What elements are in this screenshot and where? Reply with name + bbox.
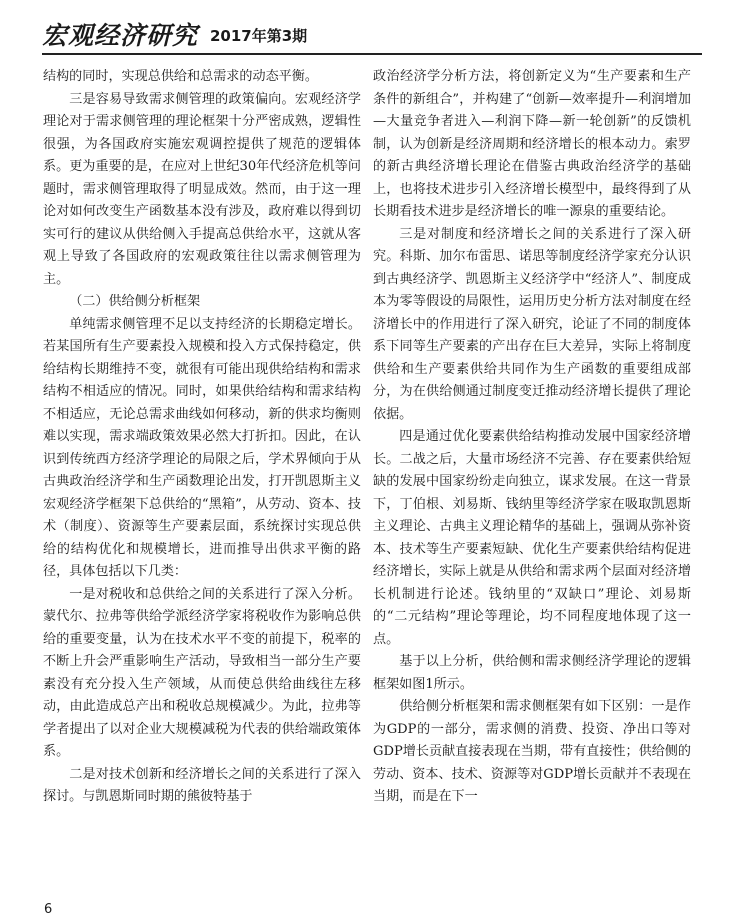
header-rule: [42, 53, 702, 55]
paragraph: 基于以上分析，供给侧和需求侧经济学理论的逻辑框架如图1所示。: [373, 654, 691, 692]
paragraph: 一是对税收和总供给之间的关系进行了深入分析。蒙代尔、拉弗等供给学派经济学家将税收作为影响总供给的重要变量，认为在技术水平不变的前提下，税率的不断上升会严重影响生产活动，导致相当一部分生产要素没有充分投入生产领域，从而使总供给曲线往左移动，由此造成总产出和税收总规模减少。为此，拉弗等学者提出了以对企业大规模减税为代表的供给端政策体系。: [43, 586, 361, 759]
paragraph: 结构的同时，实现总供给和总需求的动态平衡。: [43, 69, 318, 84]
paragraph: 政治经济学分析方法，将创新定义为“生产要素和生产条件的新组合”，并构建了“创新—效率提升—利润增加—大量竞争者进入—利润下降—新一轮创新”的反馈机制，认为创新是经济周期和经济增长的根本动力。索罗的新古典经济增长理论在借鉴古典政治经济学的基础上，也将技术进步引入经济增长模型中，最终得到了从长期看技术进步是经济增长的唯一源泉的重要结论。: [373, 69, 691, 219]
left-column: [43, 66, 361, 809]
right-column: [373, 66, 691, 809]
section-heading: （二）供给侧分析框架: [69, 294, 201, 309]
paragraph: 二是对技术创新和经济增长之间的关系进行了深入探讨。与凯恩斯同时期的熊彼特基于: [43, 766, 361, 804]
paragraph: 单纯需求侧管理不足以支持经济的长期稳定增长。若某国所有生产要素投入规模和投入方式保持稳定，供给结构长期维持不变，就很有可能出现供给结构和需求结构不相适应的情况。同时，如果供给结构和需求结构不相适应，无论总需求曲线如何移动，新的供求均衡则难以实现，需求端政策效果必然大打折扣。因此，在认识到传统西方经济学理论的局限之后，学术界倾向于从古典政治经济学和生产函数理论出发，打开凯恩斯主义宏观经济学框架下总供给的“黑箱”，从劳动、资本、技术（制度）、资源等生产要素层面，系统探讨实现总供给的结构优化和规模增长，进而推导出供求平衡的路径，具体包括以下几类：: [43, 316, 361, 579]
paragraph: 三是对制度和经济增长之间的关系进行了深入研究。科斯、加尔布雷思、诺思等制度经济学家充分认识到古典经济学、凯恩斯主义经济学中“经济人”、制度成本为零等假设的局限性，运用历史分析方法对制度在经济增长中的作用进行了深入研究，论证了不同的制度体系下同等生产要素的产出存在巨大差异，实际上将制度供给和生产要素供给共同作为生产函数的重要组成部分，为在供给侧通过制度变迁推动经济增长提供了理论依据。: [373, 226, 691, 422]
page-number: 6: [44, 902, 53, 917]
issue-label: 2017年第3期: [210, 27, 308, 45]
paragraph: 供给侧分析框架和需求侧框架有如下区别：一是作为GDP的一部分，需求侧的消费、投资、净出口等对GDP增长贡献直接表现在当期，带有直接性；供给侧的劳动、资本、技术、资源等对GDP增长贡献并不表现在当期，而是在下一: [373, 699, 691, 804]
journal-title: 宏观经济研究: [42, 21, 199, 50]
paragraph: 四是通过优化要素供给结构推动发展中国家经济增长。二战之后，大量市场经济不完善、存在要素供给短缺的发展中国家纷纷走向独立，谋求发展。在这一背景下，丁伯根、刘易斯、钱纳里等经济学家在吸取凯恩斯主义理论、古典主义理论精华的基础上，强调从弥补资本、技术等生产要素短缺、优化生产要素供给结构促进经济增长，实际上就是从供给和需求两个层面对经济增长机制进行论述。钱纳里的“双缺口”理论、刘易斯的“二元结构”理论等理论，均不同程度地体现了这一点。: [373, 429, 691, 647]
paragraph: 三是容易导致需求侧管理的政策偏向。宏观经济学理论对于需求侧管理的理论框架十分严密成熟，逻辑性很强，为各国政府实施宏观调控提供了规范的逻辑体系。更为重要的是，在应对上世纪30年代经济危机等问题时，需求侧管理取得了明显成效。然而，由于这一理论对如何改变生产函数基本没有涉及，政府难以得到切实可行的建议从供给侧入手提高总供给水平，这就从客观上导致了各国政府的宏观政策往往以需求侧管理为主。: [43, 91, 361, 287]
running-header: [42, 14, 702, 54]
